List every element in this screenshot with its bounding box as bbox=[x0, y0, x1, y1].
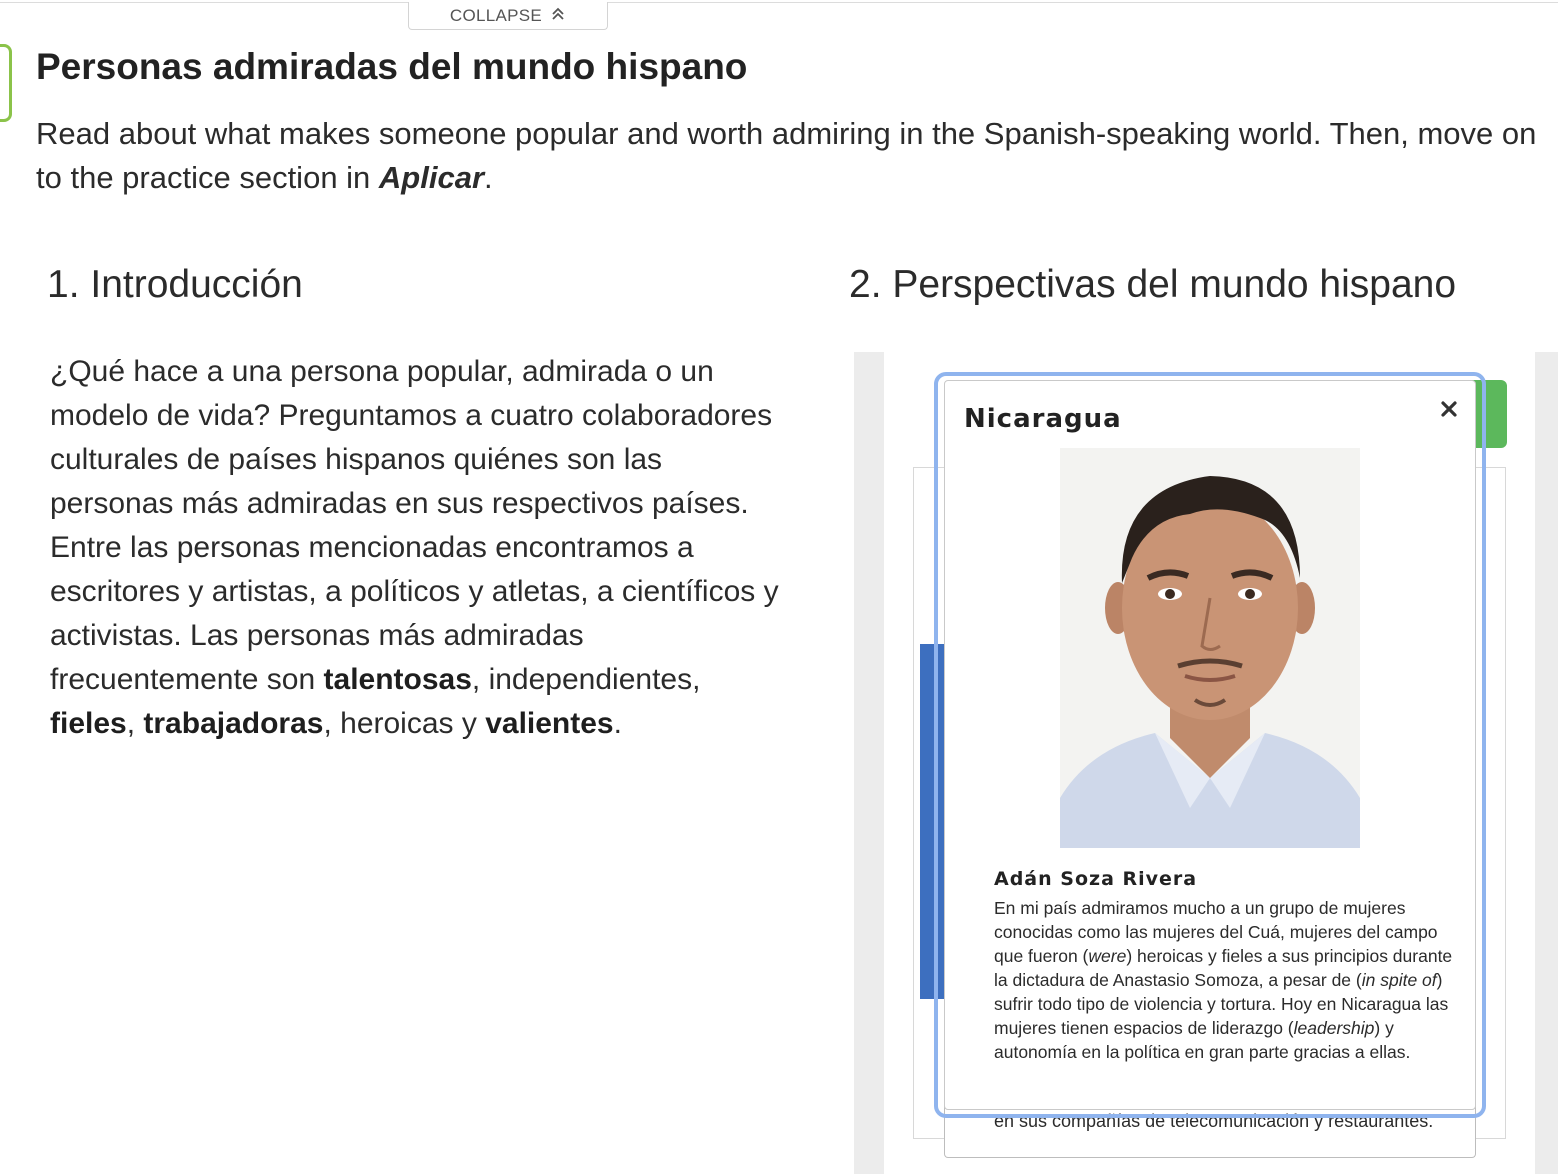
person-name: Adán Soza Rivera bbox=[994, 868, 1198, 890]
top-divider bbox=[0, 2, 1558, 3]
intro-line-1: Read about what makes someone popular and worth admiring in the Spanish-speaking world. Then, move on bbox=[36, 116, 1537, 151]
perspectives-heading: 2. Perspectivas del mundo hispano bbox=[849, 263, 1457, 306]
aplicar-link[interactable]: Aplicar bbox=[378, 160, 485, 195]
intro-line-2 bbox=[36, 156, 1558, 200]
quote-part-4: ) y autonomía en la política en gran parte gracias a ellas. bbox=[994, 1018, 1411, 1062]
page-title: Personas admiradas del mundo hispano bbox=[36, 46, 748, 87]
keyword-talentosas: talentosas bbox=[323, 663, 472, 696]
modal-title: Nicaragua bbox=[964, 404, 1122, 434]
quote-part-1: En mi país admiramos mucho a un grupo de mujeres conocidas como las mujeres del Cuá, mujeres del campo que fueron ( bbox=[994, 898, 1438, 966]
intro-line-2-prefix: to the practice section in bbox=[36, 160, 379, 195]
intro-paragraph bbox=[50, 350, 780, 746]
keyword-trabajadoras: trabajadoras bbox=[143, 707, 324, 740]
perspectives-panel-background-right bbox=[1535, 352, 1558, 1174]
close-button[interactable] bbox=[1436, 398, 1462, 424]
section-marker bbox=[0, 44, 12, 122]
quote-gloss-were: were bbox=[1088, 946, 1127, 966]
intro-heading: 1. Introducción bbox=[47, 263, 303, 306]
page-intro bbox=[36, 112, 1558, 200]
behind-modal-text: en sus compañías de telecomunicación y restaurantes. bbox=[994, 1111, 1434, 1131]
intro-separator-4: . bbox=[613, 707, 622, 740]
person-photo-drawing bbox=[1060, 448, 1360, 848]
intro-separator-1: , independientes, bbox=[471, 663, 701, 696]
perspectives-panel-background bbox=[854, 352, 884, 1174]
collapse-button[interactable] bbox=[408, 2, 608, 30]
quote-gloss-in-spite-of: in spite of bbox=[1361, 970, 1437, 990]
intro-line-2-suffix: . bbox=[484, 160, 493, 195]
intro-separator-3: , heroicas y bbox=[323, 707, 486, 740]
collapse-label: COLLAPSE bbox=[449, 5, 543, 25]
person-quote bbox=[994, 896, 1456, 1064]
intro-separator-2: , bbox=[126, 707, 144, 740]
keyword-valientes: valientes bbox=[485, 707, 614, 740]
intro-paragraph-text: ¿Qué hace a una persona popular, admirada o un modelo de vida? Preguntamos a cuatro colaboradores culturales de países hispanos quiénes son las personas más admiradas en sus respectivos países. Entre las personas mencionadas encontramos a escritores y artistas, a políticos y atletas, a científicos y activistas. Las personas más admiradas frecuentemente son bbox=[50, 355, 779, 696]
double-chevron-up-icon bbox=[550, 5, 566, 26]
person-photo bbox=[1060, 448, 1360, 848]
quote-part-2: ) heroicas y fieles a sus principios durante la dictadura de Anastasio Somoza, a pesar de ( bbox=[994, 946, 1453, 990]
keyword-fieles: fieles bbox=[50, 707, 127, 740]
quote-gloss-leadership: leadership bbox=[1293, 1018, 1375, 1038]
close-icon bbox=[1439, 399, 1459, 424]
quote-part-3: ) sufrir todo tipo de violencia y tortura. Hoy en Nicaragua las mujeres tienen espacios de liderazgo ( bbox=[994, 970, 1449, 1038]
